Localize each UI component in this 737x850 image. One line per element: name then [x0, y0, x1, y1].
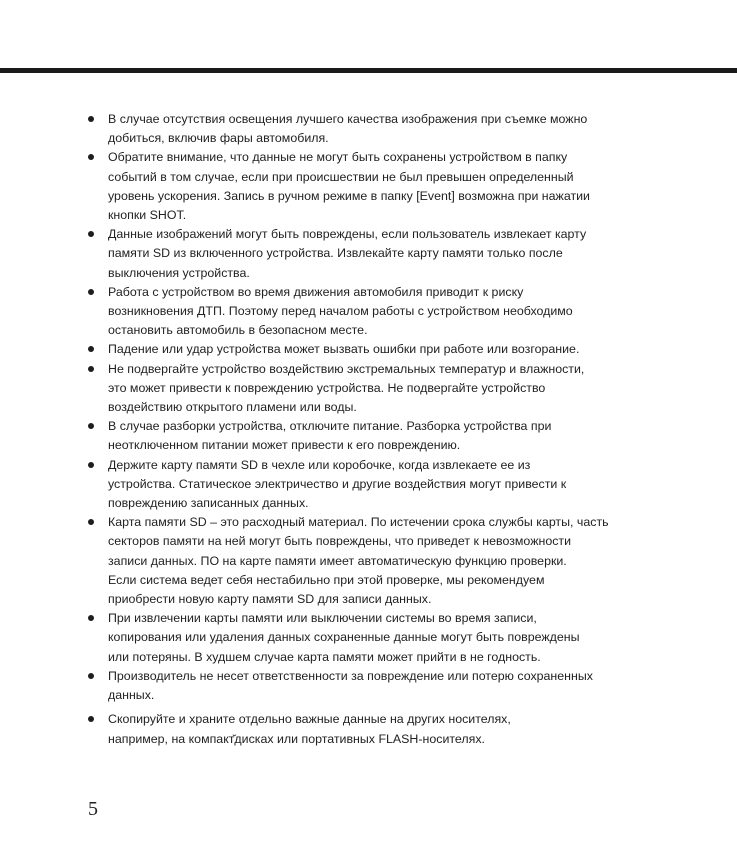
text-line: это может привести к повреждению устройства. Не подвергайте устройство — [108, 380, 546, 395]
bullet-icon — [88, 154, 94, 160]
list-item — [86, 710, 666, 748]
list-item — [86, 360, 666, 418]
text-line: уровень ускорения. Запись в ручном режиме в папку [Event] возможна при нажатии — [108, 188, 590, 203]
bullet-icon — [88, 289, 94, 295]
bullet-icon — [88, 615, 94, 621]
page-number: 5 — [88, 798, 98, 820]
text-line: например, на компакт̆дисках или портативных FLASH-носителях. — [108, 731, 485, 746]
text-line: В случае разборки устройства, отключите питание. Разборка устройства при — [108, 419, 552, 434]
text-line: неотключенном питании может привести к его повреждению. — [108, 438, 461, 453]
list-item — [86, 417, 666, 455]
bullet-icon — [88, 231, 94, 237]
text-line: копирования или удаления данных сохраненные данные могут быть повреждены — [108, 630, 580, 645]
list-item — [86, 110, 666, 148]
text-line: добиться, включив фары автомобиля. — [108, 131, 329, 146]
text-line: Карта памяти SD – это расходный материал. По истечении срока службы карты, часть — [108, 515, 609, 530]
list-item — [86, 609, 666, 667]
text-line: При извлечении карты памяти или выключении системы во время записи, — [108, 611, 537, 626]
text-line: или потеряны. В худшем случае карта памяти может прийти в не годность. — [108, 649, 541, 664]
list-item — [86, 513, 666, 609]
text-line: выключения устройства. — [108, 265, 250, 280]
list-item — [86, 225, 666, 283]
bullet-icon — [88, 462, 94, 468]
text-line: Падение или удар устройства может вызвать ошибки при работе или возгорание. — [108, 342, 580, 357]
text-line: Скопируйте и храните отдельно важные данные на других носителях, — [108, 712, 511, 727]
text-line: событий в том случае, если при происшествии не был превышен определенный — [108, 169, 574, 184]
bullet-icon — [88, 673, 94, 679]
bullet-icon — [88, 423, 94, 429]
text-line: возникновения ДТП. Поэтому перед началом работы с устройством необходимо — [108, 304, 573, 319]
text-line: Если система ведет себя нестабильно при этой проверке, мы рекомендуем — [108, 572, 545, 587]
text-line: Производитель не несет ответственности за повреждение или потерю сохраненных — [108, 668, 593, 683]
list-item — [86, 148, 666, 225]
text-line: Держите карту памяти SD в чехле или коробочке, когда извлекаете ее из — [108, 457, 531, 472]
text-line: устройства. Статическое электричество и другие воздействия могут привести к — [108, 476, 567, 491]
text-line: Обратите внимание, что данные не могут быть сохранены устройством в папку — [108, 150, 568, 165]
text-line: воздействию открытого пламени или воды. — [108, 400, 357, 415]
bullet-icon — [88, 519, 94, 525]
text-line: данных. — [108, 688, 155, 703]
text-line: остановить автомобиль в безопасном месте. — [108, 323, 368, 338]
text-line: памяти SD из включенного устройства. Извлекайте карту памяти только после — [108, 246, 563, 261]
safety-notes-list — [86, 110, 666, 749]
text-line: В случае отсутствия освещения лучшего качества изображения при съемке можно — [108, 112, 588, 126]
text-line: секторов памяти на ней могут быть повреждены, что приведет к невозможности — [108, 534, 572, 549]
header-rule — [0, 68, 737, 73]
text-line: Работа с устройством во время движения автомобиля приводит к риску — [108, 284, 524, 299]
bullet-icon — [88, 366, 94, 372]
bullet-icon — [88, 116, 94, 122]
list-item — [86, 456, 666, 514]
list-item — [86, 667, 666, 705]
text-line: повреждению записанных данных. — [108, 496, 309, 511]
text-line: Данные изображений могут быть повреждены, если пользователь извлекает карту — [108, 227, 587, 242]
text-line: приобрести новую карту памяти SD для записи данных. — [108, 592, 432, 607]
bullet-icon — [88, 346, 94, 352]
text-line: записи данных. ПО на карте памяти имеет автоматическую функцию проверки. — [108, 553, 567, 568]
list-item — [86, 340, 666, 359]
bullet-icon — [88, 716, 94, 722]
text-line: кнопки SHOT. — [108, 208, 187, 223]
text-line: Не подвергайте устройство воздействию экстремальных температур и влажности, — [108, 361, 585, 376]
list-item — [86, 283, 666, 341]
